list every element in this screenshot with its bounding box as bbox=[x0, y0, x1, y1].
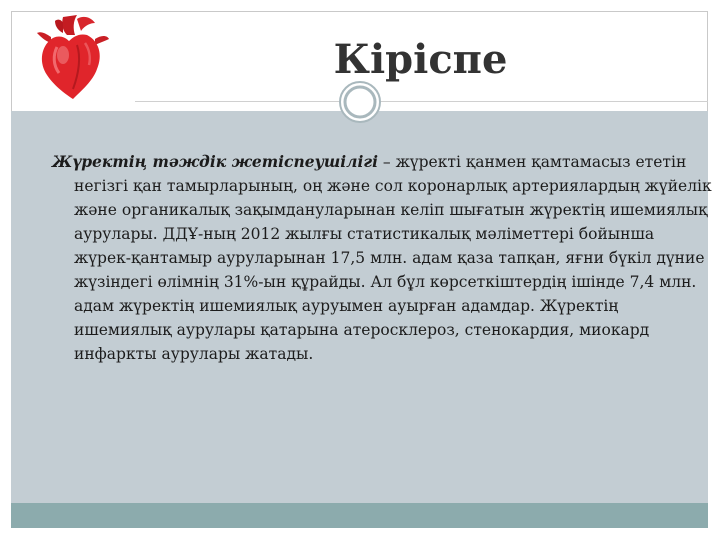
term-highlight: Жүректің тәждік жетіспеушілігі bbox=[52, 152, 378, 171]
heart-image bbox=[11, 11, 133, 101]
slide-title: Кіріспе bbox=[333, 35, 508, 83]
ring-icon bbox=[338, 80, 382, 124]
footer-bar bbox=[11, 503, 708, 528]
title-area bbox=[133, 11, 708, 101]
paragraph-text: – жүректі қанмен қамтамасыз ететін негізгі қан тамырларының, оң және сол коронарлық артериялардың жүйелік және органикалық зақымдануларынан келіп шығатын жүректің ишемиялық аурулары. ДДҰ-ның 2012 жылғы статистикалық мәліметтері бойынша жүрек-қантамыр ауруларынан 17,5 млн. адам қаза тапқан, яғни бүкіл дүние жүзіндегі өлімнің 31%-ын құрайды. Ал бұл көрсеткіштердің ішінде 7,4 млн. адам жүректің ишемиялық ауруымен ауырған адамдар. Жүректің ишемиялық аурулары қатарына атеросклероз, стенокардия, миокард инфаркты аурулары жатады. bbox=[74, 153, 712, 363]
body-paragraph bbox=[52, 150, 714, 366]
circle-ornament bbox=[338, 80, 382, 124]
title-divider bbox=[135, 101, 708, 102]
heart-icon bbox=[11, 11, 133, 101]
